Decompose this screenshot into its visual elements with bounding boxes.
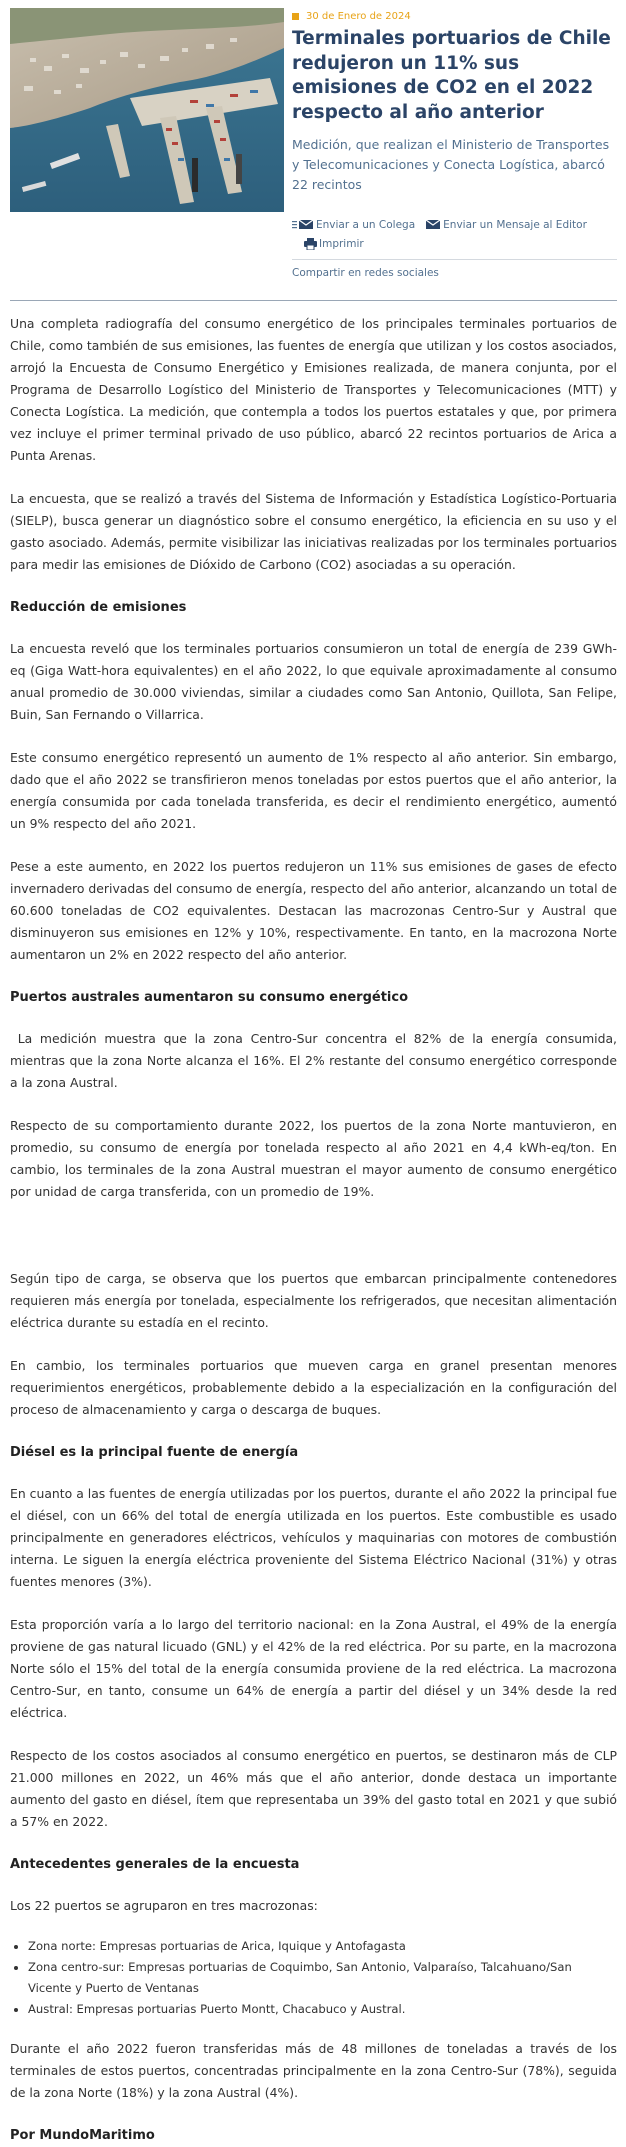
send-to-editor-link[interactable] — [425, 219, 587, 231]
date-row — [292, 8, 618, 24]
spacer — [10, 1224, 617, 1268]
article-image — [10, 8, 284, 212]
article-date: 30 de Enero de 2024 — [306, 10, 411, 22]
paragraph: Una completa radiografía del consumo energético de los principales terminales portuarios de Chile, como también de sus emisiones, las fuentes de energía que utilizan y los costos asociados, arrojó la Encuesta de Consumo Energético y Emisiones realizada, de manera conjunta, por el Programa de Desarrollo Logístico del Ministerio de Transportes y Telecomunicaciones (MTT) y Conecta Logística. La medición, que contempla a todos los puertos estatales y que, por primera vez incluye el primer terminal privado de uso público, abarcó 22 recintos portuarios de Arica a Punta Arenas. — [10, 316, 617, 463]
paragraph: Pese a este aumento, en 2022 los puertos redujeron un 11% sus emisiones de gases de efecto invernadero derivadas del consumo de energía, respecto del año anterior, alcanzando un total de 60.600 toneladas de CO2 equivalentes. Destacan las macrozonas Centro-Sur y Austral que disminuyeron sus emisiones en 12% y 10%, respectivamente. En tanto, en la macrozona Norte aumentaron un 2% en 2022 respecto del año anterior. — [10, 859, 617, 962]
send-to-colleague-label: Enviar a un Colega — [316, 218, 416, 231]
send-to-editor-label: Enviar un Mensaje al Editor — [443, 218, 587, 231]
envelope-icon — [425, 219, 441, 230]
paragraph: En cambio, los terminales portuarios que mueven carga en granel presentan menores requerimientos energéticos, probablemente debido a la especialización en la configuración del proceso de almacenamiento y carga o descarga de buques. — [10, 1358, 617, 1417]
header-divider — [10, 300, 617, 301]
paragraph: Los 22 puertos se agruparon en tres macrozonas: — [10, 1898, 318, 1913]
list-item: • Zona norte: Empresas portuarias de Arica, Iquique y Antofagasta — [28, 1936, 617, 1957]
printer-icon — [304, 238, 317, 250]
actions-divider — [292, 259, 617, 260]
section-heading: Antecedentes generales de la encuesta — [10, 1857, 300, 1872]
share-social-link[interactable]: Compartir en redes sociales — [292, 267, 439, 279]
section-heading: Diésel es la principal fuente de energía — [10, 1445, 299, 1460]
print-link[interactable] — [304, 238, 364, 250]
list-item: • Austral: Empresas portuarias Puerto Montt, Chacabuco y Austral. — [28, 1999, 617, 2020]
list-item: • Zona centro-sur: Empresas portuarias de Coquimbo, San Antonio, Valparaíso, Talcahuano/San Vicente y Puerto de Ventanas — [28, 1957, 617, 1999]
action-row-print — [292, 234, 618, 253]
date-marker-icon — [292, 13, 299, 20]
list-envelope-icon — [292, 219, 314, 230]
paragraph: Esta proporción varía a lo largo del territorio nacional: en la Zona Austral, el 49% de la energía proviene de gas natural licuado (GNL) y el 42% de la red eléctrica. Por su parte, en la macrozona Norte sólo el 15% del total de la energía consumida proviene de la red eléctrica. La macrozona Centro-Sur, en tanto, consume un 64% de energía a partir del diésel y un 34% desde la red eléctrica. — [10, 1617, 617, 1720]
paragraph: Este consumo energético representó un aumento de 1% respecto al año anterior. Sin embargo, dado que el año 2022 se transfirieron menos toneladas por estos puertos que el año anterior, la energía consumida por cada tonelada transferida, es decir el rendimiento energético, aumentó un 9% respecto del año 2021. — [10, 750, 617, 831]
article-body — [10, 313, 621, 2147]
send-to-colleague-link[interactable] — [292, 219, 415, 231]
action-row — [292, 215, 618, 234]
paragraph: Respecto de los costos asociados al consumo energético en puertos, se destinaron más de CLP 21.000 millones en 2022, un 46% más que el año anterior, donde destaca un importante aumento del gasto en diésel, ítem que representaba un 39% del gasto total en 2021 y que subió a 57% en 2022. — [10, 1748, 617, 1829]
paragraph: Respecto de su comportamiento durante 2022, los puertos de la zona Norte mantuvieron, en promedio, su consumo de energía por tonelada respecto al año 2021 en 4,4 kWh-eq/ton. En cambio, los terminales de la zona Austral muestran el mayor aumento de consumo energético por unidad de carga transferida, con un promedio de 19%. — [10, 1118, 617, 1199]
paragraph: Durante el año 2022 fueron transferidas más de 48 millones de toneladas a través de los terminales de estos puertos, concentradas principalmente en la zona Centro-Sur (78%), seguida de la zona Norte (18%) y la zona Austral (4%). — [10, 2041, 617, 2100]
paragraph: La encuesta, que se realizó a través del Sistema de Información y Estadística Logístico-Portuaria (SIELP), busca generar un diagnóstico sobre el consumo energético, la eficiencia en su uso y el gasto asociado. Además, permite visibilizar las iniciativas realizadas por los terminales portuarios para medir las emisiones de Dióxido de Carbono (CO2) asociadas a su operación. — [10, 491, 617, 572]
print-label: Imprimir — [319, 237, 364, 250]
article-signature: Por MundoMaritimo — [10, 2128, 155, 2143]
paragraph: La medición muestra que la zona Centro-Sur concentra el 82% de la energía consumida, mientras que la zona Norte alcanza el 16%. El 2% restante del consumo energético corresponde a la zona Austral. — [10, 1031, 621, 1090]
paragraph: La encuesta reveló que los terminales portuarios consumieron un total de energía de 239 GWh-eq (Giga Watt-hora equivalentes) en el año 2022, lo que equivale aproximadamente al consumo anual promedio de 30.000 viviendas, similar a ciudades como San Antonio, Quillota, San Felipe, Buin, San Fernando o Villarrica. — [10, 641, 617, 722]
paragraph: Según tipo de carga, se observa que los puertos que embarcan principalmente contenedores requieren más energía por tonelada, especialmente los refrigerados, que necesitan alimentación eléctrica durante su estadía en el recinto. — [10, 1271, 617, 1330]
macrozone-list — [10, 1936, 617, 2020]
article-title: Terminales portuarios de Chile redujeron un 11% sus emisiones de CO2 en el 2022 respecto al año anterior — [292, 28, 611, 123]
article-lead: Medición, que realizan el Ministerio de Transportes y Telecomunicaciones y Conecta Logística, abarcó 22 recintos — [292, 137, 610, 192]
section-heading: Reducción de emisiones — [10, 600, 187, 615]
article-header — [292, 8, 618, 279]
section-heading: Puertos australes aumentaron su consumo energético — [10, 990, 409, 1005]
paragraph: En cuanto a las fuentes de energía utilizadas por los puertos, durante el año 2022 la principal fue el diésel, con un 66% del total de energía utilizada en los puertos. Este combustible es usado principalmente en generadores eléctricos, vehículos y maquinarias con motores de combustión interna. Le siguen la energía eléctrica proveniente del Sistema Eléctrico Nacional (31%) y otras fuentes menores (3%). — [10, 1486, 617, 1589]
article-actions — [292, 215, 618, 279]
port-aerial-photo — [10, 8, 284, 212]
